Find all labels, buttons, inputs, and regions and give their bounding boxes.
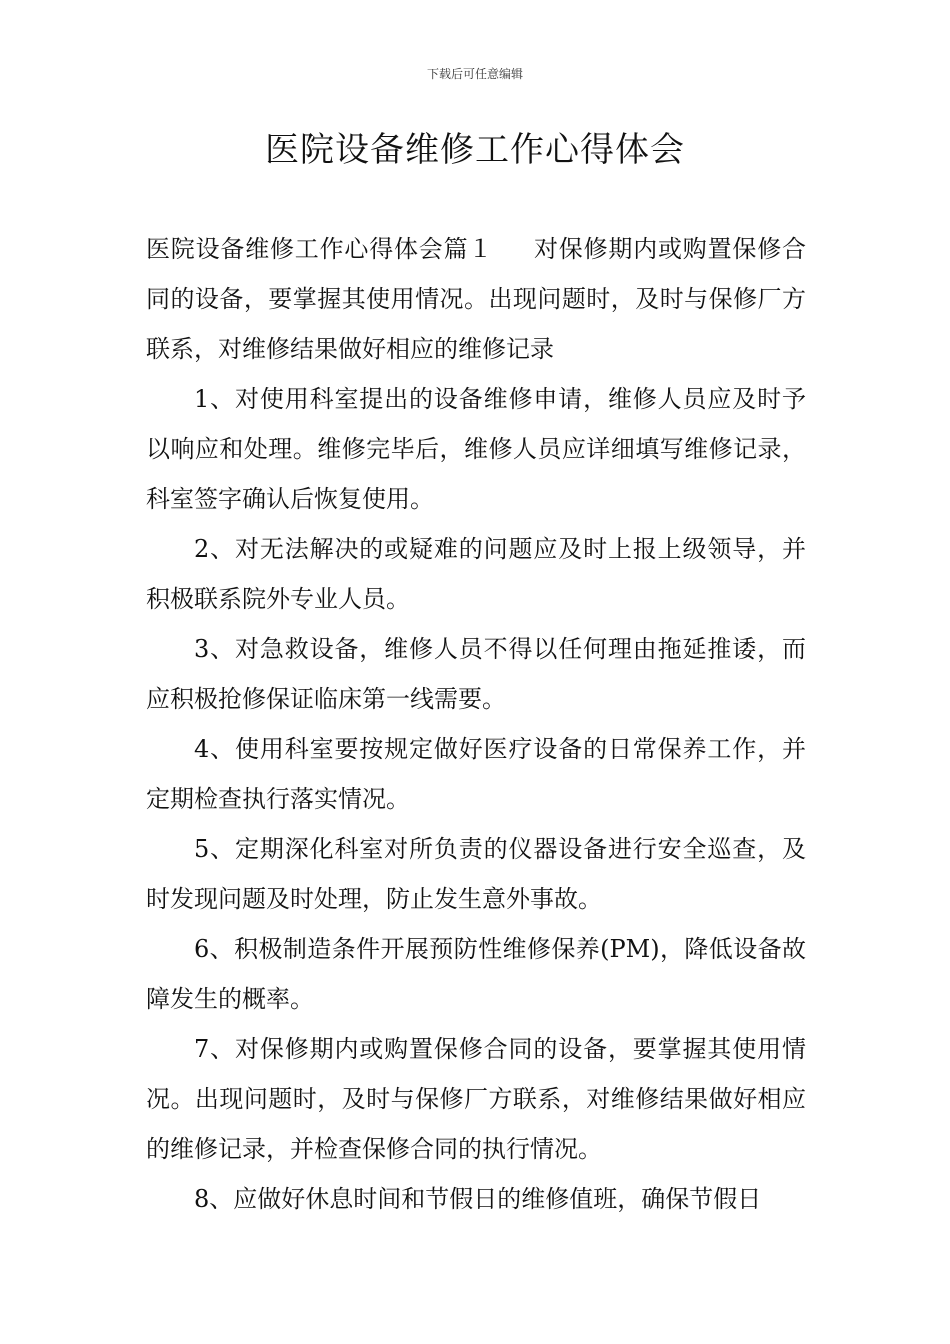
list-item-5: 5、定期深化科室对所负责的仪器设备进行安全巡查，及时发现问题及时处理，防止发生意外事故。 [146,835,806,913]
page-header: 下载后可任意编辑 [426,67,523,81]
document-title: 医院设备维修工作心得体会 [265,130,685,170]
list-item-7: 7、对保修期内或购置保修合同的设备，要掌握其使用情况。出现问题时，及时与保修厂方联系，对维修结果做好相应的维修记录，并检查保修合同的执行情况。 [146,1035,806,1163]
list-item-3: 3、对急救设备，维修人员不得以任何理由拖延推诿，而应积极抢修保证临床第一线需要。 [146,635,806,713]
list-item-4: 4、使用科室要按规定做好医疗设备的日常保养工作，并定期检查执行落实情况。 [146,735,806,813]
list-item-2: 2、对无法解决的或疑难的问题应及时上报上级领导，并积极联系院外专业人员。 [146,535,806,613]
intro-heading: 医院设备维修工作心得体会篇１ [146,235,494,263]
intro-text: 对保修期内或购置保修合同的设备，要掌握其使用情况。出现问题时，及时与保修厂方联系，对维修结果做好相应的维修记录 [146,235,807,363]
document-body [146,224,806,1224]
list-item-6: 6、积极制造条件开展预防性维修保养(PM)，降低设备故障发生的概率。 [146,935,806,1013]
intro-paragraph [146,224,806,374]
list-item-1: 1、对使用科室提出的设备维修申请，维修人员应及时予以响应和处理。维修完毕后，维修人员应详细填写维修记录，科室签字确认后恢复使用。 [146,385,806,513]
list-item-8: 8、应做好休息时间和节假日的维修值班，确保节假日 [194,1185,762,1213]
